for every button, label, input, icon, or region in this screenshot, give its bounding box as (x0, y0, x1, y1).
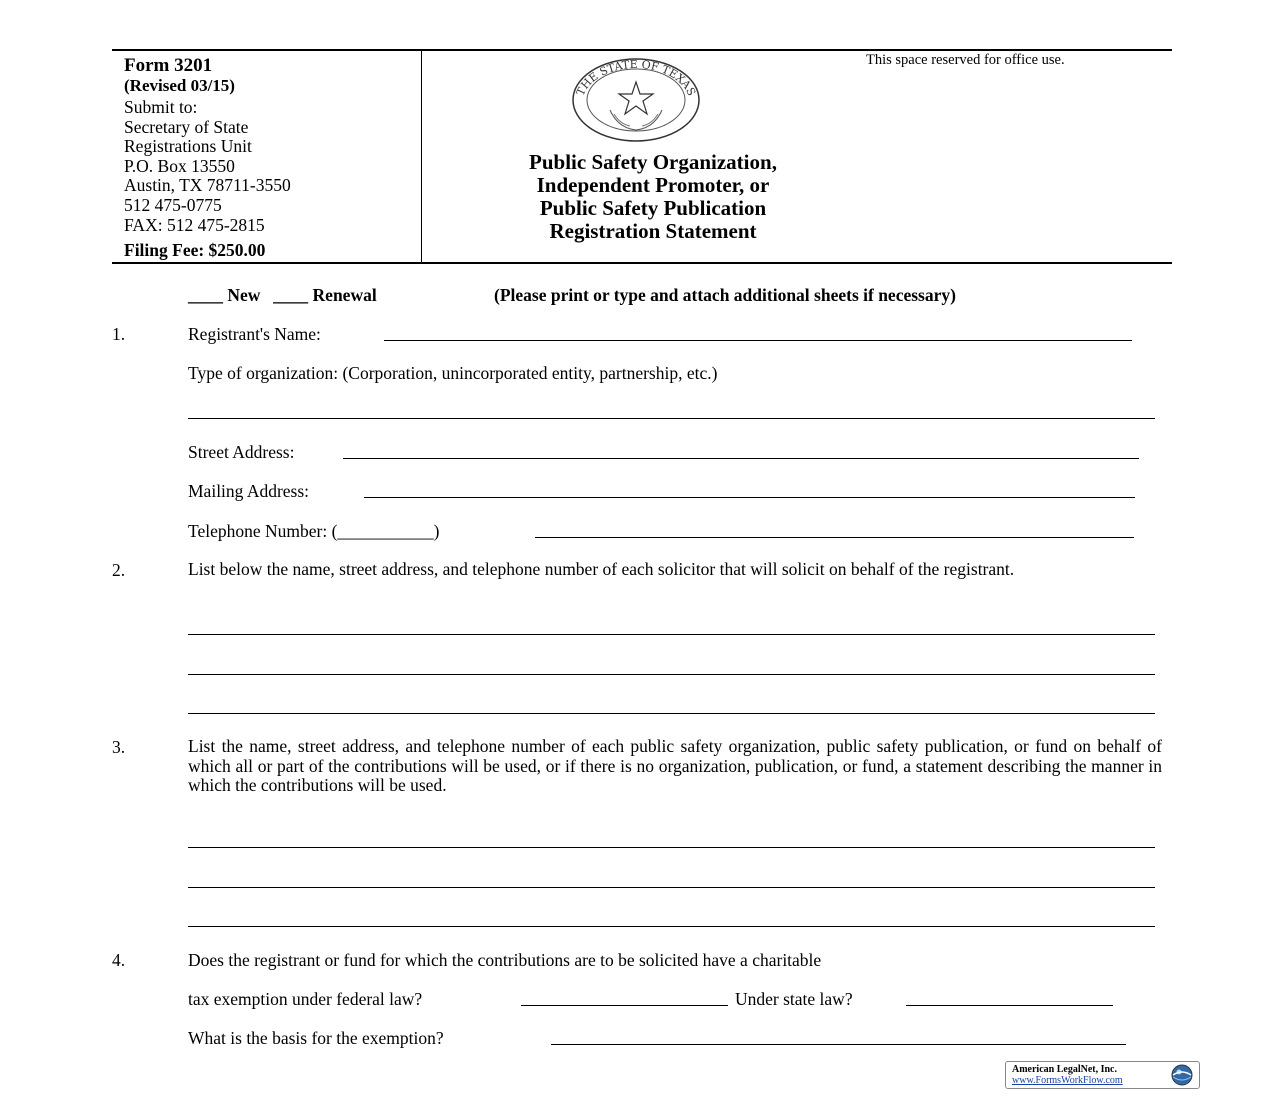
new-label: New (227, 285, 261, 305)
organization-line[interactable] (188, 926, 1155, 927)
state-exemption-field[interactable] (906, 1005, 1113, 1006)
type-org-field[interactable] (188, 418, 1155, 419)
header-top-rule (112, 49, 1172, 51)
mailing-address-field[interactable] (364, 497, 1135, 498)
exemption-basis-label: What is the basis for the exemption? (188, 1028, 444, 1048)
title-line: Public Safety Publication (539, 196, 767, 220)
submit-line: Secretary of State (124, 116, 249, 137)
submit-line: Austin, TX 78711-3550 (124, 175, 291, 196)
revised-date: (Revised 03/15) (124, 76, 235, 95)
section-3-text: List the name, street address, and telephone number of each public safety organization, public safety publication, or fund on behalf of which all or part of the contributions will be used, or if there is no organization, publication, or fund, a statement describing the manner in which the contributions will be used. (188, 736, 1162, 795)
form-title (440, 151, 866, 243)
section-2-text: List below the name, street address, and telephone number of each solicitor that will solicit on behalf of the registrant. (188, 559, 1015, 579)
section-2-number: 2. (112, 560, 126, 580)
footer-company: American LegalNet, Inc. (1012, 1064, 1117, 1075)
section-4-question: Does the registrant or fund for which the contributions are to be solicited have a charitable (188, 950, 822, 970)
type-org-label: Type of organization: (Corporation, unincorporated entity, partnership, etc.) (188, 363, 718, 383)
seal-text: THE STATE OF TEXAS (573, 58, 699, 98)
federal-exemption-label: tax exemption under federal law? (188, 989, 423, 1009)
title-line: Independent Promoter, or (536, 173, 770, 197)
instruction-note: (Please print or type and attach additional sheets if necessary) (494, 285, 956, 305)
street-address-field[interactable] (343, 458, 1139, 459)
state-exemption-label: Under state law? (735, 989, 853, 1009)
renewal-label: Renewal (312, 285, 377, 305)
filing-fee: Filing Fee: $250.00 (124, 240, 266, 260)
section-3-number: 3. (112, 737, 126, 757)
submit-line: P.O. Box 13550 (124, 155, 235, 176)
federal-exemption-field[interactable] (521, 1005, 728, 1006)
title-line: Public Safety Organization, (529, 150, 777, 174)
solicitor-line[interactable] (188, 674, 1155, 675)
submit-to-block (124, 98, 291, 235)
registrant-name-field[interactable] (384, 340, 1132, 341)
header-divider (421, 51, 422, 262)
new-renewal-row (188, 285, 377, 305)
footer-url[interactable]: www.FormsWorkFlow.com (1012, 1075, 1123, 1086)
submit-line: Registrations Unit (124, 136, 252, 157)
svg-text:THE STATE OF TEXAS (574, 58, 698, 98)
globe-icon (1170, 1063, 1194, 1087)
telephone-field[interactable] (535, 537, 1134, 538)
telephone-label: Telephone Number: (___________) (188, 521, 440, 541)
footer-logo[interactable] (1005, 1061, 1200, 1089)
new-blank[interactable]: ____ (188, 285, 223, 305)
texas-seal (570, 58, 702, 142)
form-number: Form 3201 (124, 55, 213, 76)
registrant-name-label: Registrant's Name: (188, 324, 321, 344)
exemption-basis-field[interactable] (551, 1044, 1126, 1045)
solicitor-line[interactable] (188, 634, 1155, 635)
organization-line[interactable] (188, 887, 1155, 888)
submit-line: FAX: 512 475-2815 (124, 214, 265, 235)
header-bottom-rule (112, 262, 1172, 264)
organization-line[interactable] (188, 847, 1155, 848)
submit-line: 512 475-0775 (124, 194, 222, 215)
street-address-label: Street Address: (188, 442, 295, 462)
office-use-note: This space reserved for office use. (866, 52, 1065, 68)
solicitor-line[interactable] (188, 713, 1155, 714)
section-4-number: 4. (112, 950, 126, 970)
renewal-blank[interactable]: ____ (273, 285, 309, 305)
title-line: Registration Statement (549, 219, 757, 243)
mailing-address-label: Mailing Address: (188, 481, 310, 501)
section-1-number: 1. (112, 324, 126, 344)
submit-line: Submit to: (124, 97, 198, 117)
